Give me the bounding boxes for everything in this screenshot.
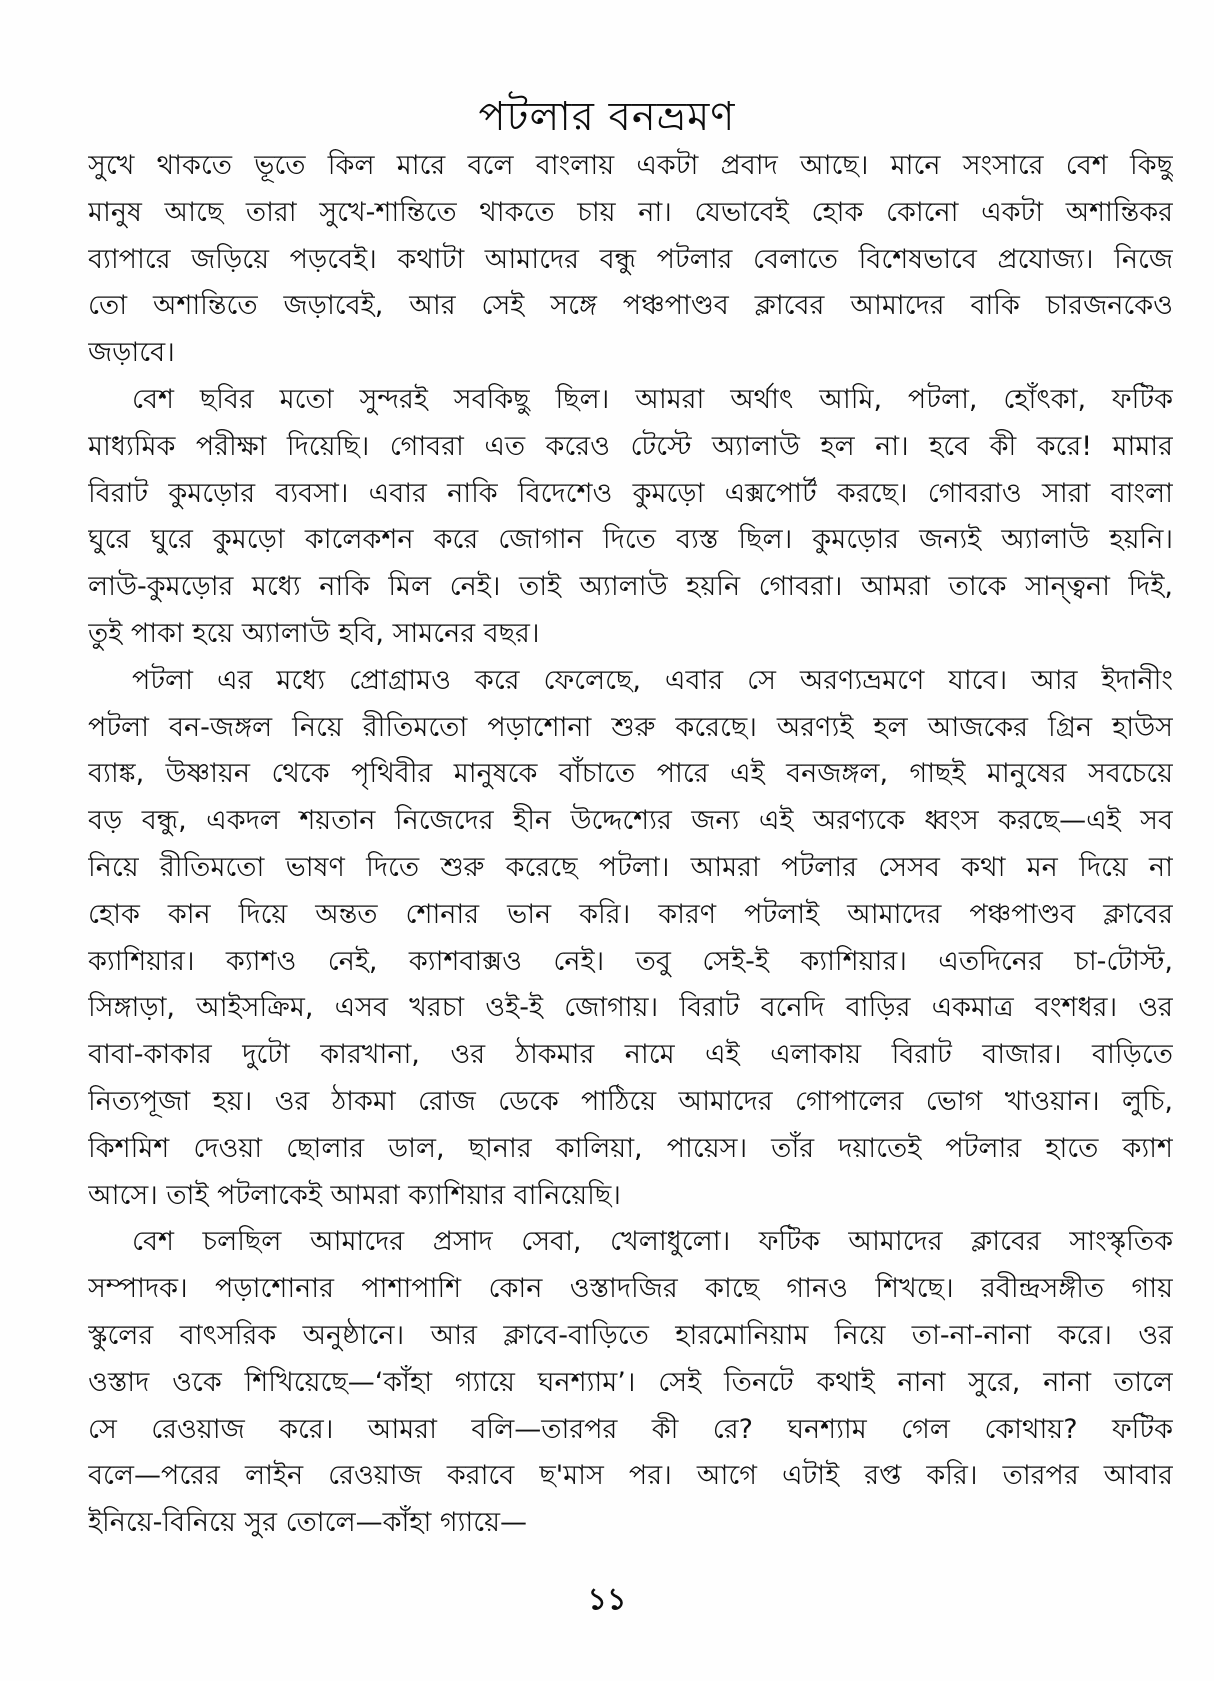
text-line: ইনিয়ে-বিনিয়ে সুর তোলে—কাঁহা গ্যায়ে— <box>88 1507 528 1539</box>
text-line: তো অশান্তিতে জড়াবেই, আর সেই সঙ্গে পঞ্চপাণ্ডব ক্লাবের আমাদের বাকি চারজনকেও <box>88 290 1173 322</box>
text-line: সে রেওয়াজ করে। আমরা বলি—তারপর কী রে? ঘনশ্যাম গেল কোথায়? ফটিক <box>88 1413 1173 1445</box>
text-line: ব্যাপারে জড়িয়ে পড়বেই। কথাটা আমাদের বন্ধু পটলার বেলাতে বিশেষভাবে প্রযোজ্য। নিজে <box>88 243 1173 275</box>
text-line: নিয়ে রীতিমতো ভাষণ দিতে শুরু করেছে পটলা। আমরা পটলার সেসব কথা মন দিয়ে না <box>88 851 1173 883</box>
paragraph-3 <box>88 658 1173 1220</box>
text-line: ওস্তাদ ওকে শিখিয়েছে—‘কাঁহা গ্যায়ে ঘনশ্যাম’। সেই তিনটে কথাই নানা সুরে, নানা তালে <box>88 1366 1173 1398</box>
text-line: তুই পাকা হয়ে অ্যালাউ হবি, সামনের বছর। <box>88 617 540 649</box>
body-text <box>88 143 1173 1547</box>
text-line: বড় বন্ধু, একদল শয়তান নিজেদের হীন উদ্দেশ্যের জন্য এই অরণ্যকে ধ্বংস করছে—এই সব <box>88 805 1173 837</box>
text-line: ক্যাশিয়ার। ক্যাশও নেই, ক্যাশবাক্সও নেই। তবু সেই-ই ক্যাশিয়ার। এতদিনের চা-টোস্ট, <box>88 945 1173 977</box>
paragraph-4 <box>88 1219 1173 1547</box>
text-line: হোক কান দিয়ে অন্তত শোনার ভান করি। কারণ পটলাই আমাদের পঞ্চপাণ্ডব ক্লাবের <box>88 898 1173 930</box>
text-line: বলে—পরের লাইন রেওয়াজ করাবে ছ'মাস পর। আগে এটাই রপ্ত করি। তারপর আবার <box>88 1460 1173 1492</box>
paragraph-1 <box>88 143 1173 377</box>
text-line: বেশ চলছিল আমাদের প্রসাদ সেবা, খেলাধুলো। ফটিক আমাদের ক্লাবের সাংস্কৃতিক <box>132 1226 1173 1258</box>
text-line: বাবা-কাকার দুটো কারখানা, ওর ঠাকমার নামে এই এলাকায় বিরাট বাজার। বাড়িতে <box>88 1039 1173 1071</box>
text-line: বিরাট কুমড়োর ব্যবসা। এবার নাকি বিদেশেও কুমড়ো এক্সপোর্ট করছে। গোবরাও সারা বাংলা <box>88 477 1173 509</box>
text-line: সুখে থাকতে ভূতে কিল মারে বলে বাংলায় একটা প্রবাদ আছে। মানে সংসারে বেশ কিছু <box>88 150 1173 181</box>
text-line: কিশমিশ দেওয়া ছোলার ডাল, ছানার কালিয়া, পায়েস। তাঁর দয়াতেই পটলার হাতে ক্যাশ <box>88 1132 1173 1164</box>
text-line: বেশ ছবির মতো সুন্দরই সবকিছু ছিল। আমরা অর্থাৎ আমি, পটলা, হোঁৎকা, ফটিক <box>132 383 1173 415</box>
paragraph-2 <box>88 377 1173 658</box>
text-line: আসে। তাই পটলাকেই আমরা ক্যাশিয়ার বানিয়েছি। <box>88 1179 621 1211</box>
text-line: নিত্যপূজা হয়। ওর ঠাকমা রোজ ডেকে পাঠিয়ে আমাদের গোপালের ভোগ খাওয়ান। লুচি, <box>88 1085 1173 1117</box>
text-line: মাধ্যমিক পরীক্ষা দিয়েছি। গোবরা এত করেও টেস্টে অ্যালাউ হল না। হবে কী করে! মামার <box>88 430 1173 462</box>
text-line: ঘুরে ঘুরে কুমড়ো কালেকশন করে জোগান দিতে ব্যস্ত ছিল। কুমড়োর জন্যই অ্যালাউ হয়নি। <box>88 524 1173 556</box>
text-line: সম্পাদক। পড়াশোনার পাশাপাশি কোন ওস্তাদজির কাছে গানও শিখছে। রবীন্দ্রসঙ্গীত গায় <box>88 1273 1173 1305</box>
text-line: পটলা বন-জঙ্গল নিয়ে রীতিমতো পড়াশোনা শুরু করেছে। অরণ্যই হল আজকের গ্রিন হাউস <box>88 711 1173 743</box>
chapter-title: পটলার বনভ্রমণ <box>478 93 736 140</box>
text-line: পটলা এর মধ্যে প্রোগ্রামও করে ফেলেছে, এবার সে অরণ্যভ্রমণে যাবে। আর ইদানীং <box>132 664 1173 696</box>
text-line: সিঙ্গাড়া, আইসক্রিম, এসব খরচা ওই-ই জোগায়। বিরাট বনেদি বাড়ির একমাত্র বংশধর। ওর <box>88 992 1173 1024</box>
text-line: স্কুলের বাৎসরিক অনুষ্ঠানে। আর ক্লাবে-বাড়িতে হারমোনিয়াম নিয়ে তা-না-নানা করে। ওর <box>88 1319 1173 1351</box>
text-line: লাউ-কুমড়োর মধ্যে নাকি মিল নেই। তাই অ্যালাউ হয়নি গোবরা। আমরা তাকে সান্ত্বনা দিই, <box>88 571 1173 603</box>
text-line: ব্যাঙ্ক, উষ্ণায়ন থেকে পৃথিবীর মানুষকে বাঁচাতে পারে এই বনজঙ্গল, গাছই মানুষের সবচেয়ে <box>88 758 1173 790</box>
text-line: মানুষ আছে তারা সুখে-শান্তিতে থাকতে চায় না। যেভাবেই হোক কোনো একটা অশান্তিকর <box>88 196 1173 228</box>
page-number: ১১ <box>587 1582 627 1617</box>
text-line: জড়াবে। <box>88 337 175 369</box>
